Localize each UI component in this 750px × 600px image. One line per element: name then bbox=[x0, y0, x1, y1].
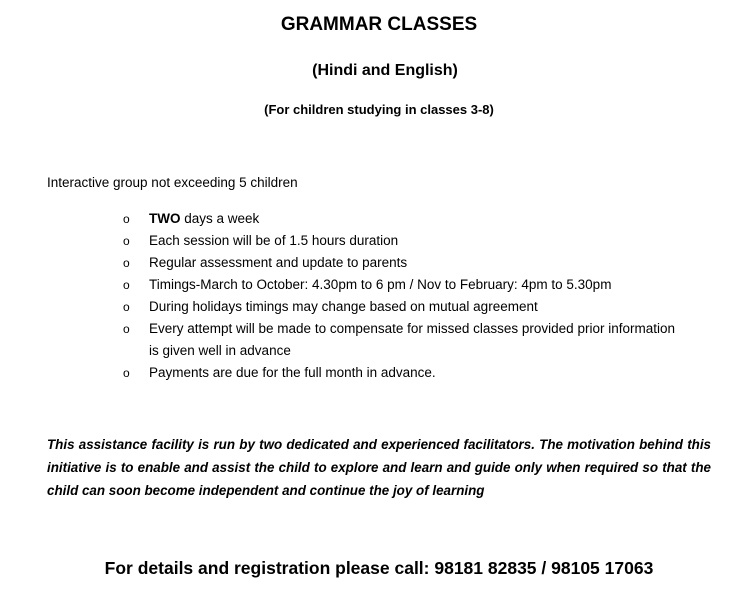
list-item bbox=[120, 296, 680, 318]
description-paragraph: This assistance facility is run by two dedicated and experienced facilitators. The motivation behind this initiative is to enable and assist the child to explore and learn and guide only when required so that the child can soon become independent and continue the joy of learning bbox=[47, 437, 711, 498]
list-item-text: During holidays timings may change based on mutual agreement bbox=[149, 299, 538, 314]
list-item-text: days a week bbox=[180, 211, 260, 226]
list-item bbox=[120, 252, 680, 274]
audience-note: (For children studying in classes 3-8) bbox=[264, 102, 494, 117]
list-item-text: Regular assessment and update to parents bbox=[149, 255, 408, 270]
bullet-icon: o bbox=[123, 256, 130, 270]
list-item-text: Every attempt will be made to compensate for missed classes provided prior information is given well in advance bbox=[149, 321, 675, 358]
list-item bbox=[120, 274, 680, 296]
bullet-icon: o bbox=[123, 300, 130, 314]
list-item bbox=[120, 362, 680, 384]
page-title: GRAMMAR CLASSES bbox=[280, 14, 478, 35]
list-item-emphasis: TWO bbox=[149, 211, 181, 226]
list-item bbox=[120, 318, 680, 362]
intro-text: Interactive group not exceeding 5 children bbox=[47, 175, 298, 190]
list-item bbox=[120, 230, 680, 252]
bullet-icon: o bbox=[123, 366, 130, 380]
list-item-text: Timings-March to October: 4.30pm to 6 pm / Nov to February: 4pm to 5.30pm bbox=[149, 277, 612, 292]
page-subtitle: (Hindi and English) bbox=[312, 62, 458, 79]
features-list bbox=[120, 208, 680, 384]
list-item-text: Each session will be of 1.5 hours duration bbox=[149, 233, 399, 248]
bullet-icon: o bbox=[123, 212, 130, 226]
list-item-text: Payments are due for the full month in advance. bbox=[149, 365, 436, 380]
bullet-icon: o bbox=[123, 322, 130, 336]
bullet-icon: o bbox=[123, 278, 130, 292]
list-item bbox=[120, 208, 680, 230]
contact-line: For details and registration please call: 98181 82835 / 98105 17063 bbox=[104, 558, 654, 578]
bullet-icon: o bbox=[123, 234, 130, 248]
